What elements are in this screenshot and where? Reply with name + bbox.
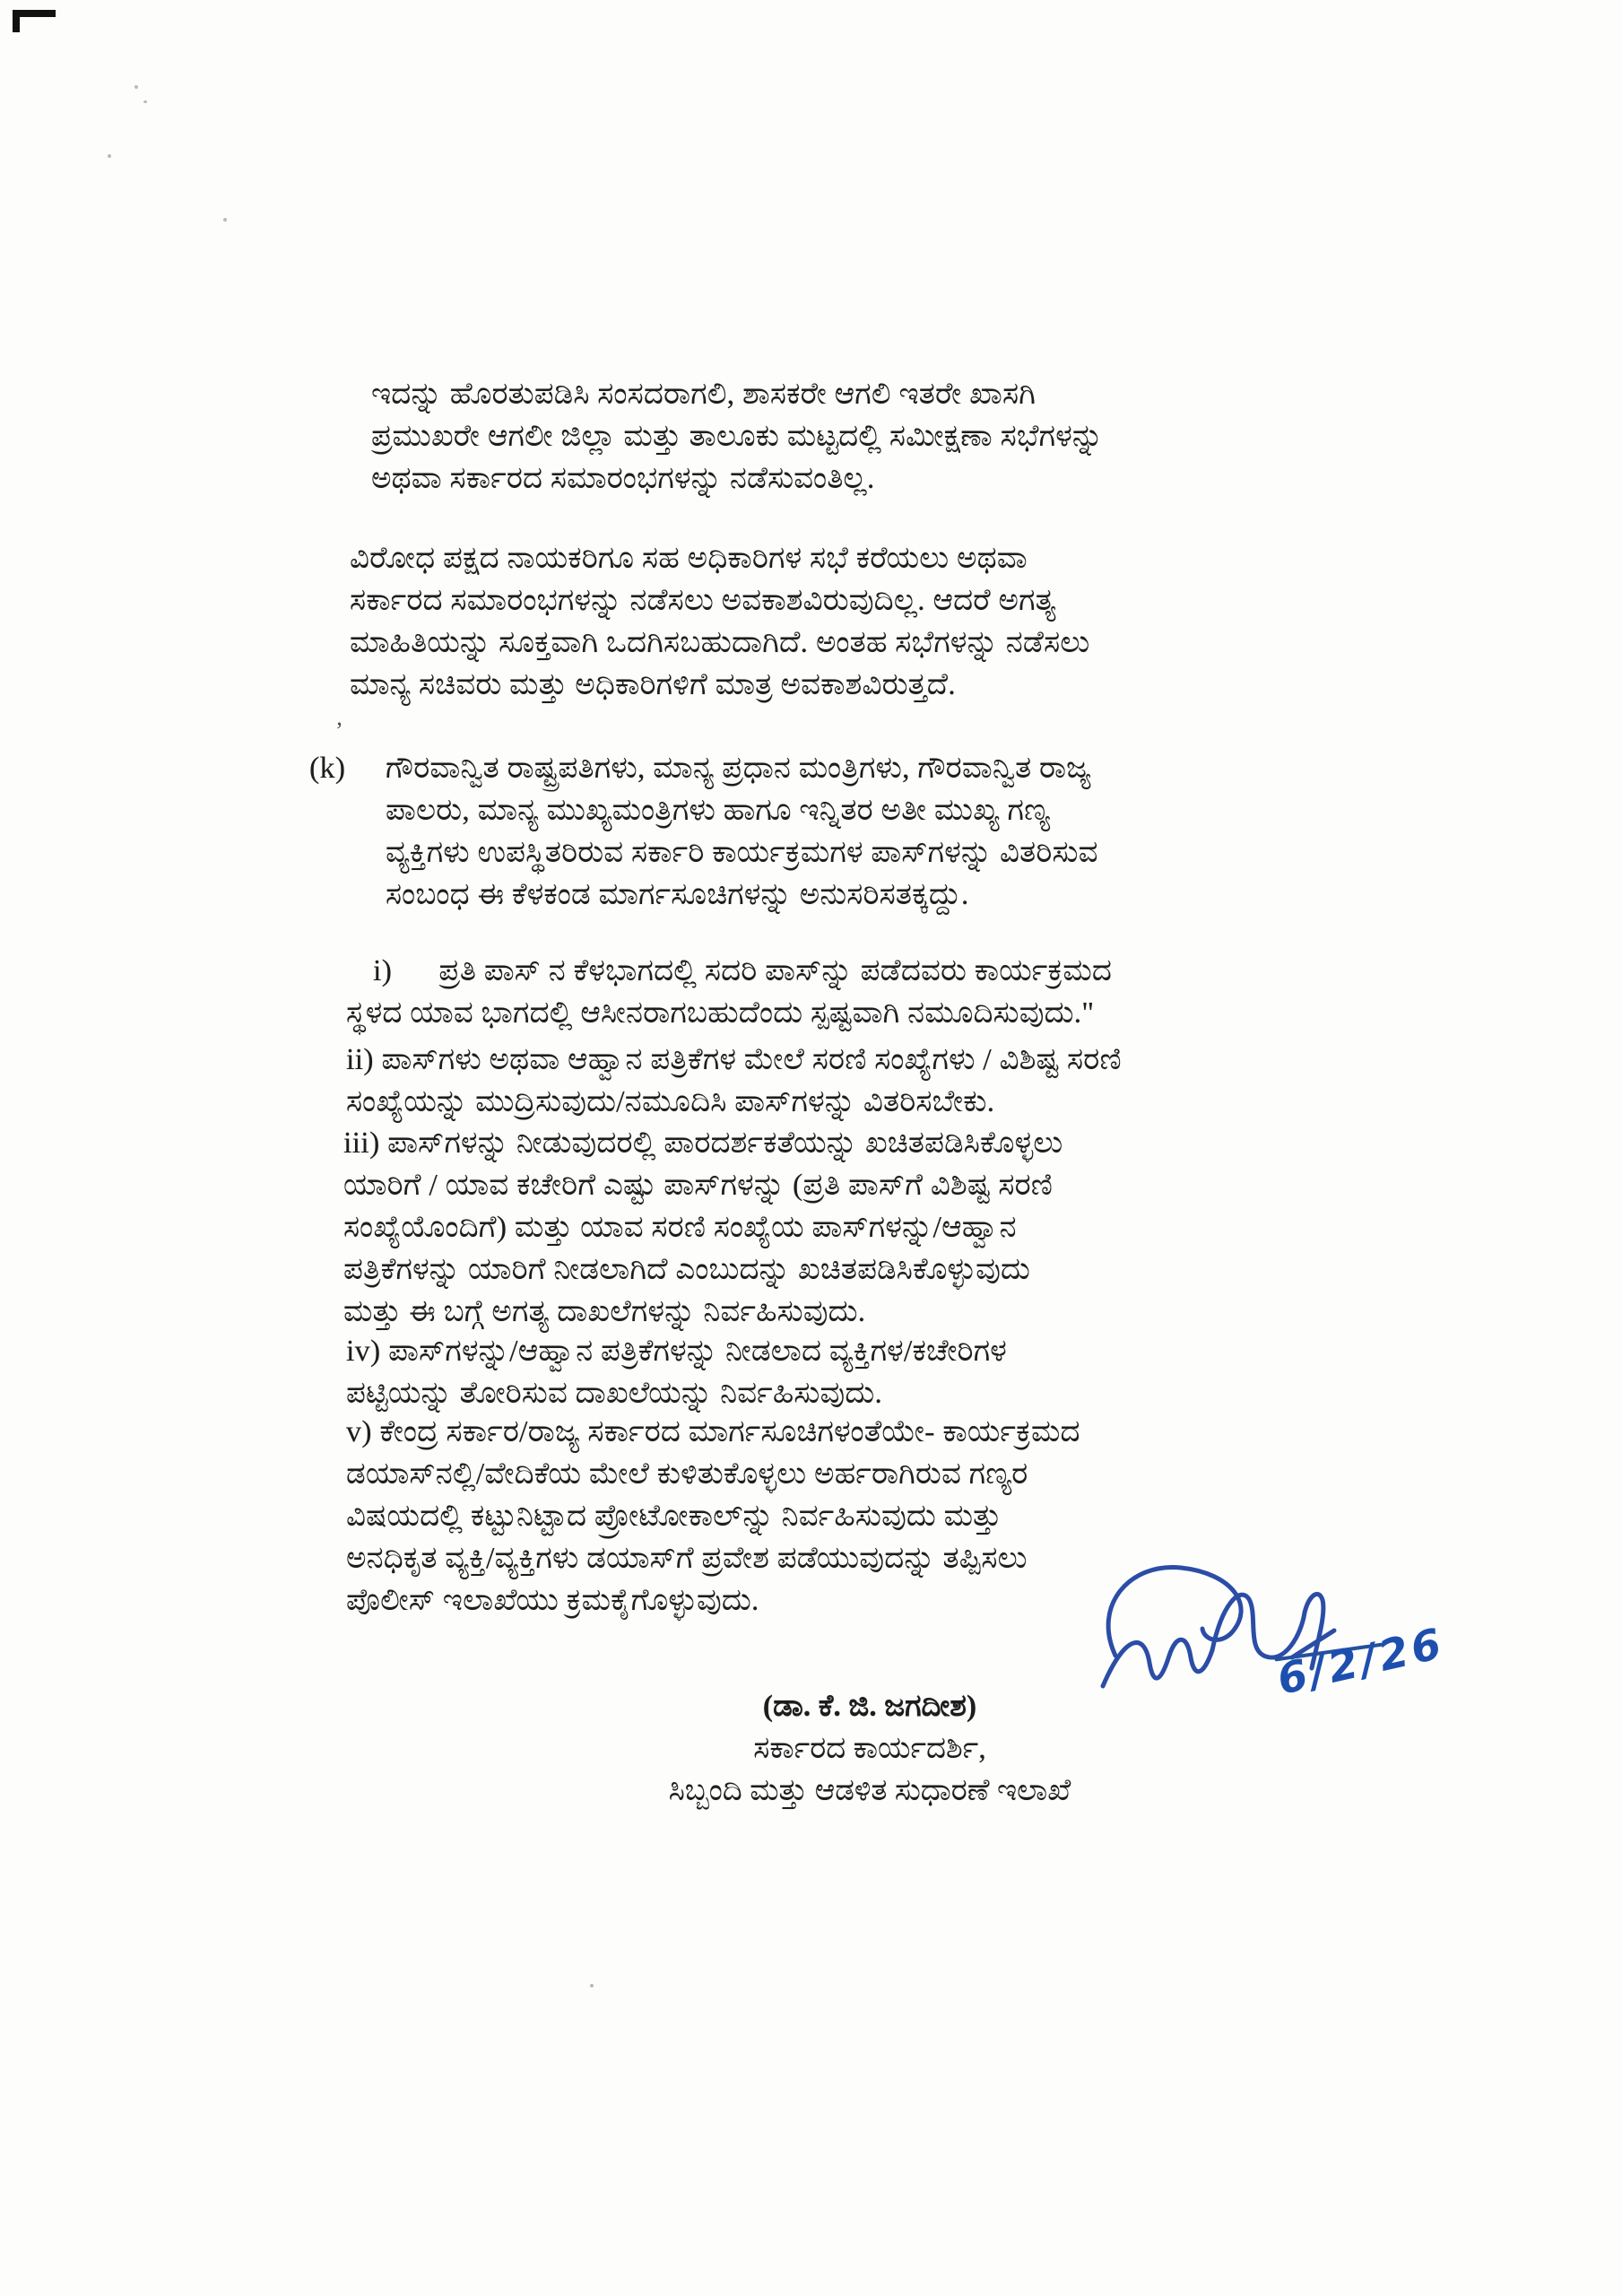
text-line: ಸಂಖ್ಯೆಯನ್ನು ಮುದ್ರಿಸುವುದು/ನಮೂದಿಸಿ ಪಾಸ್‌ಗಳನ್ನು ವಿತರಿಸಬೇಕು. <box>346 1085 995 1118</box>
signature-date: 6/2/26 <box>1272 1618 1450 1705</box>
text-line: ಮತ್ತು ಈ ಬಗ್ಗೆ ಅಗತ್ಯ ದಾಖಲೆಗಳನ್ನು ನಿರ್ವಹಿಸುವುದು. <box>343 1295 866 1328</box>
text-line: ಪಾಲರು, ಮಾನ್ಯ ಮುಖ್ಯಮಂತ್ರಿಗಳು ಹಾಗೂ ಇನ್ನಿತರ ಅತೀ ಮುಖ್ಯ ಗಣ್ಯ <box>386 794 1051 827</box>
list-item-k-text <box>386 747 1502 916</box>
paragraph-exclusion <box>371 373 1494 500</box>
text-line: ಸಂಬಂಧ ಈ ಕೆಳಕಂಡ ಮಾರ್ಗಸೂಚಿಗಳನ್ನು ಅನುಸರಿಸತಕ್ಕದ್ದು. <box>386 878 969 911</box>
text-line: ಪೊಲೀಸ್ ಇಲಾಖೆಯು ಕ್ರಮಕೈಗೊಳ್ಳುವುದು. <box>346 1584 759 1617</box>
text-line: ಸ್ಥಳದ ಯಾವ ಭಾಗದಲ್ಲಿ ಆಸೀನರಾಗಬಹುದೆಂದು ಸ್ಪಷ್ಟವಾಗಿ ನಮೂದಿಸುವುದು." <box>346 996 1095 1030</box>
text-line: ಪತ್ರಿಕೆಗಳನ್ನು ಯಾರಿಗೆ ನೀಡಲಾಗಿದೆ ಎಂಬುದನ್ನು ಖಚಿತಪಡಿಸಿಕೊಳ್ಳುವುದು <box>343 1253 1031 1286</box>
text-line: ಮಾನ್ಯ ಸಚಿವರು ಮತ್ತು ಅಧಿಕಾರಿಗಳಿಗೆ ಮಾತ್ರ ಅವಕಾಶವಿರುತ್ತದೆ. <box>350 668 956 701</box>
list-item-iv <box>346 1330 1505 1414</box>
text-line: ವಿರೋಧ ಪಕ್ಷದ ನಾಯಕರಿಗೂ ಸಹ ಅಧಿಕಾರಿಗಳ ಸಭೆ ಕರೆಯಲು ಅಥವಾ <box>350 542 1028 575</box>
text-line: ii) ಪಾಸ್‌ಗಳು ಅಥವಾ ಆಹ್ವಾನ ಪತ್ರಿಕೆಗಳ ಮೇಲೆ ಸರಣಿ ಸಂಖ್ಯೆಗಳು / ವಿಶಿಷ್ಟ ಸರಣಿ <box>346 1043 1122 1076</box>
text-line: ಮಾಹಿತಿಯನ್ನು ಸೂಕ್ತವಾಗಿ ಒದಗಿಸಬಹುದಾಗಿದೆ. ಅಂತಹ ಸಭೆಗಳನ್ನು ನಡೆಸಲು <box>350 626 1090 659</box>
scan-corner-mark <box>13 10 56 32</box>
scan-speck <box>108 154 111 158</box>
scan-speck <box>590 1984 594 1987</box>
text-line: ವ್ಯಕ್ತಿಗಳು ಉಪಸ್ಥಿತರಿರುವ ಸರ್ಕಾರಿ ಕಾರ್ಯಕ್ರಮಗಳ ಪಾಸ್‌ಗಳನ್ನು ವಿತರಿಸುವ <box>386 836 1098 869</box>
text-line: ಅನಧಿಕೃತ ವ್ಯಕ್ತಿ/ವ್ಯಕ್ತಿಗಳು ಡಯಾಸ್‌ಗೆ ಪ್ರವೇಶ ಪಡೆಯುವುದನ್ನು ತಪ್ಪಿಸಲು <box>346 1542 1028 1575</box>
text-line: v) ಕೇಂದ್ರ ಸರ್ಕಾರ/ರಾಜ್ಯ ಸರ್ಕಾರದ ಮಾರ್ಗಸೂಚಿಗಳಂತೆಯೇ- ಕಾರ್ಯಕ್ರಮದ <box>346 1415 1080 1448</box>
text-line: ವಿಷಯದಲ್ಲಿ ಕಟ್ಟುನಿಟ್ಟಾದ ಪ್ರೋಟೋಕಾಲ್‌ನ್ನು ನಿರ್ವಹಿಸುವುದು ಮತ್ತು <box>346 1500 1002 1533</box>
signatory-department: ಸಿಬ್ಬಂದಿ ಮತ್ತು ಆಡಳಿತ ಸುಧಾರಣೆ ಇಲಾಖೆ <box>668 1774 1071 1807</box>
paragraph-opposition-leaders <box>350 537 1499 706</box>
signatory-title: ಸರ್ಕಾರದ ಕಾರ್ಯದರ್ಶಿ, <box>753 1732 986 1765</box>
stray-pen-mark: ʼ <box>335 718 343 744</box>
list-item-i <box>346 950 1505 1034</box>
text-line: ಸಂಖ್ಯೆಯೊಂದಿಗೆ) ಮತ್ತು ಯಾವ ಸರಣಿ ಸಂಖ್ಯೆಯ ಪಾಸ್‌ಗಳನ್ನು/ಆಹ್ವಾನ <box>343 1211 1017 1244</box>
text-line: ಡಯಾಸ್‌ನಲ್ಲಿ/ವೇದಿಕೆಯ ಮೇಲೆ ಕುಳಿತುಕೊಳ್ಳಲು ಅರ್ಹರಾಗಿರುವ ಗಣ್ಯರ <box>346 1457 1028 1491</box>
signatory-name: (ಡಾ. ಕೆ. ಜಿ. ಜಗದೀಶ) <box>762 1690 977 1723</box>
list-item-k-label: (k) <box>309 752 346 785</box>
signatory-block <box>556 1685 1184 1812</box>
list-item-k <box>309 747 1502 916</box>
list-item-iii <box>343 1122 1506 1333</box>
text-line: ಇದನ್ನು ಹೊರತುಪಡಿಸಿ ಸಂಸದರಾಗಲಿ, ಶಾಸಕರೇ ಆಗಲಿ ಇತರೇ ಖಾಸಗಿ <box>371 378 1037 411</box>
text-line: iv) ಪಾಸ್‌ಗಳನ್ನು/ಆಹ್ವಾನ ಪತ್ರಿಕೆಗಳನ್ನು ನೀಡಲಾದ ವ್ಯಕ್ತಿಗಳ/ಕಚೇರಿಗಳ <box>346 1335 1007 1368</box>
list-item-ii <box>346 1039 1505 1123</box>
text-line: iii) ಪಾಸ್‌ಗಳನ್ನು ನೀಡುವುದರಲ್ಲಿ ಪಾರದರ್ಶಕತೆಯನ್ನು ಖಚಿತಪಡಿಸಿಕೊಳ್ಳಲು <box>343 1126 1063 1160</box>
text-line: i) ಪ್ರತಿ ಪಾಸ್ ನ ಕೆಳಭಾಗದಲ್ಲಿ ಸದರಿ ಪಾಸ್‌ನ್ನು ಪಡೆದವರು ಕಾರ್ಯಕ್ರಮದ <box>373 954 1113 987</box>
text-line: ಪಟ್ಟಿಯನ್ನು ತೋರಿಸುವ ದಾಖಲೆಯನ್ನು ನಿರ್ವಹಿಸುವುದು. <box>346 1377 883 1410</box>
scan-speck <box>134 85 138 89</box>
text-line: ಪ್ರಮುಖರೇ ಆಗಲೀ ಜಿಲ್ಲಾ ಮತ್ತು ತಾಲೂಕು ಮಟ್ಟದಲ್ಲಿ ಸಮೀಕ್ಷಣಾ ಸಭೆಗಳನ್ನು <box>371 420 1104 453</box>
text-line: ಸರ್ಕಾರದ ಸಮಾರಂಭಗಳನ್ನು ನಡೆಸಲು ಅವಕಾಶವಿರುವುದಿಲ್ಲ. ಆದರೆ ಅಗತ್ಯ <box>350 584 1056 617</box>
text-line: ಅಥವಾ ಸರ್ಕಾರದ ಸಮಾರಂಭಗಳನ್ನು ನಡೆಸುವಂತಿಲ್ಲ. <box>371 462 875 495</box>
text-line: ಗೌರವಾನ್ವಿತ ರಾಷ್ಟ್ರಪತಿಗಳು, ಮಾನ್ಯ ಪ್ರಧಾನ ಮಂತ್ರಿಗಳು, ಗೌರವಾನ್ವಿತ ರಾಜ್ಯ <box>386 752 1091 785</box>
scan-speck <box>223 218 227 222</box>
scan-speck <box>143 100 147 103</box>
text-line: ಯಾರಿಗೆ / ಯಾವ ಕಚೇರಿಗೆ ಎಷ್ಟು ಪಾಸ್‌ಗಳನ್ನು (ಪ್ರತಿ ಪಾಸ್‌ಗೆ ವಿಶಿಷ್ಟ ಸರಣಿ <box>343 1169 1054 1202</box>
